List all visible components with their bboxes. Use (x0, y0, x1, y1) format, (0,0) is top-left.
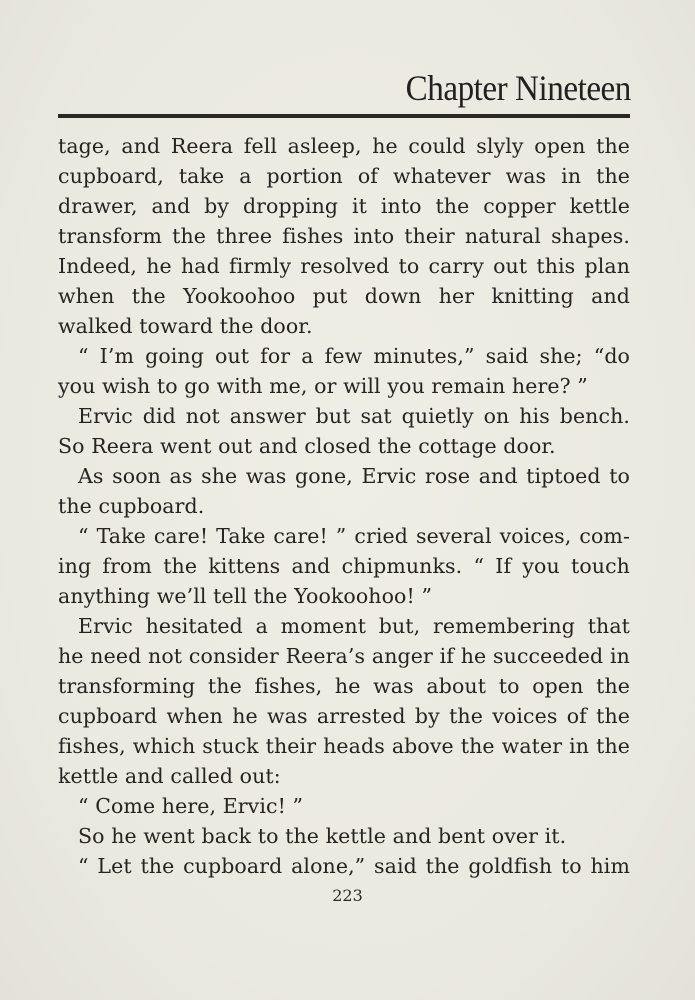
text-line: transforming the fishes, he was about to open the (58, 674, 630, 698)
text-line: you wish to go with me, or will you remain here? ” (58, 374, 588, 398)
text-line: kettle and called out: (58, 764, 281, 788)
body-text (58, 131, 630, 881)
text-line: cupboard when he was arrested by the voices of the (58, 704, 630, 728)
text-line: transform the three fishes into their natural shapes. (58, 224, 630, 248)
text-line: when the Yookoohoo put down her knitting and (58, 284, 630, 308)
text-line: drawer, and by dropping it into the copper kettle (58, 194, 630, 218)
text-line: Indeed, he had firmly resolved to carry out this plan (58, 254, 630, 278)
text-line: “ Take care! Take care! ” cried several voices, com- (78, 524, 630, 548)
text-line: he need not consider Reera’s anger if he succeeded in (58, 644, 630, 668)
text-line: Ervic hesitated a moment but, remembering that (78, 614, 630, 638)
text-line: the cupboard. (58, 494, 205, 518)
text-line: As soon as she was gone, Ervic rose and tiptoed to (78, 464, 630, 488)
text-line: tage, and Reera fell asleep, he could slyly open the (58, 134, 630, 158)
header-rule (58, 114, 630, 118)
text-line: So Reera went out and closed the cottage door. (58, 434, 556, 458)
text-line: fishes, which stuck their heads above the water in the (58, 734, 630, 758)
text-line: anything we’ll tell the Yookoohoo! ” (58, 584, 433, 608)
text-line: Ervic did not answer but sat quietly on his bench. (78, 404, 630, 428)
text-line: ing from the kittens and chipmunks. “ If you touch (58, 554, 630, 578)
chapter-title: Chapter Nineteen (405, 68, 631, 108)
text-line: “ Come here, Ervic! ” (78, 794, 304, 818)
text-line: “ I’m going out for a few minutes,” said she; “do (78, 344, 630, 368)
page-number: 223 (332, 886, 363, 905)
text-line: cupboard, take a portion of whatever was in the (58, 164, 630, 188)
text-line: walked toward the door. (58, 314, 313, 338)
text-line: So he went back to the kettle and bent over it. (78, 824, 567, 848)
text-line: “ Let the cupboard alone,” said the goldfish to him (78, 854, 630, 878)
